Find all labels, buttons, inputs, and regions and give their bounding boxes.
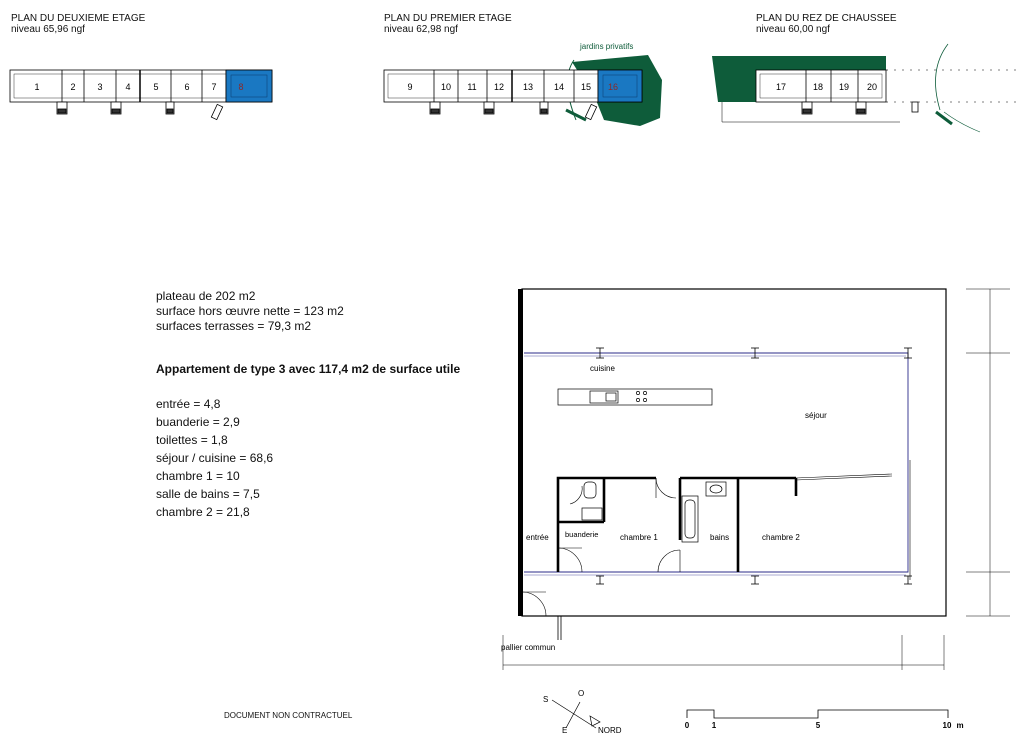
shon-area: surface hors œuvre nette = 123 m2 bbox=[156, 304, 344, 318]
disclaimer: DOCUMENT NON CONTRACTUEL bbox=[224, 711, 353, 720]
scale-tick: 0 bbox=[684, 721, 690, 730]
scale-tick: 1 bbox=[711, 721, 717, 730]
room-area-item: buanderie = 2,9 bbox=[156, 415, 240, 429]
unit-label: 3 bbox=[97, 82, 103, 92]
unit-label: 2 bbox=[70, 82, 76, 92]
key-plan-ground-floor bbox=[712, 42, 1020, 132]
plan-level: niveau 60,00 ngf bbox=[756, 24, 830, 35]
unit-label: 14 bbox=[553, 82, 565, 92]
compass-o: O bbox=[578, 689, 585, 698]
room-area-item: séjour / cuisine = 68,6 bbox=[156, 451, 274, 465]
compass-s: S bbox=[543, 695, 549, 704]
plan-name: PLAN DU PREMIER ETAGE bbox=[384, 13, 512, 24]
unit-label: 20 bbox=[866, 82, 878, 92]
unit-label: 17 bbox=[775, 82, 787, 92]
scale-tick: 5 bbox=[815, 721, 821, 730]
unit-label: 10 bbox=[440, 82, 452, 92]
kitchen-counter bbox=[558, 389, 712, 405]
unit-label: 12 bbox=[493, 82, 505, 92]
plan-name: PLAN DU REZ DE CHAUSSEE bbox=[756, 13, 897, 24]
room-label-sejour: séjour bbox=[805, 411, 827, 420]
plateau-area: plateau de 202 m2 bbox=[156, 289, 256, 303]
apartment-floor-plan bbox=[501, 289, 1010, 670]
room-area-list bbox=[156, 395, 273, 521]
scale-unit: m bbox=[956, 721, 964, 730]
room-area-item: chambre 2 = 21,8 bbox=[156, 505, 250, 519]
unit-label: 19 bbox=[838, 82, 850, 92]
unit-label: 6 bbox=[184, 82, 190, 92]
room-label-chambre2: chambre 2 bbox=[762, 533, 800, 542]
key-plan-2nd-floor bbox=[10, 70, 272, 120]
unit-label: 5 bbox=[153, 82, 159, 92]
room-label-bains: bains bbox=[710, 533, 730, 542]
unit-label: 15 bbox=[580, 82, 592, 92]
surface-summary bbox=[156, 289, 344, 334]
compass-rose bbox=[552, 700, 600, 728]
garden-label: jardins privatifs bbox=[804, 42, 858, 51]
pallier-commun-label: pallier commun bbox=[501, 643, 556, 652]
unit-label: 1 bbox=[34, 82, 40, 92]
apartment-heading: Appartement de type 3 avec 117,4 m2 de surface utile bbox=[156, 362, 461, 376]
doors bbox=[522, 478, 680, 616]
room-area-item: entrée = 4,8 bbox=[156, 397, 221, 411]
room-area-item: toilettes = 1,8 bbox=[156, 433, 228, 447]
room-label-chambre1: chambre 1 bbox=[620, 533, 658, 542]
key-plan-1st-floor bbox=[384, 42, 662, 126]
unit-label: 13 bbox=[522, 82, 534, 92]
room-area-item: chambre 1 = 10 bbox=[156, 469, 240, 483]
unit-label: 8 bbox=[238, 82, 244, 92]
room-label-entree: entrée bbox=[526, 533, 549, 542]
plan-level: niveau 62,98 ngf bbox=[384, 24, 458, 35]
scale-tick: 10 bbox=[942, 721, 952, 730]
room-label-buanderie: buanderie bbox=[565, 530, 599, 539]
garden-label: jardins privatifs bbox=[580, 42, 634, 51]
unit-label: 4 bbox=[125, 82, 131, 92]
room-label-cuisine: cuisine bbox=[590, 364, 615, 373]
unit-label: 7 bbox=[211, 82, 217, 92]
unit-label: 16 bbox=[607, 82, 619, 92]
unit-label: 9 bbox=[407, 82, 413, 92]
plan-name: PLAN DU DEUXIEME ETAGE bbox=[11, 13, 146, 24]
interior-walls bbox=[558, 478, 796, 572]
unit-label: 18 bbox=[812, 82, 824, 92]
plan-level: niveau 65,96 ngf bbox=[11, 24, 85, 35]
unit-label: 11 bbox=[467, 82, 477, 92]
terrace-area: surfaces terrasses = 79,3 m2 bbox=[156, 319, 312, 333]
room-area-item: salle de bains = 7,5 bbox=[156, 487, 260, 501]
compass-e: E bbox=[562, 726, 568, 735]
dimension-lines bbox=[503, 289, 1010, 670]
compass-nord: NORD bbox=[598, 726, 622, 735]
scale-bar bbox=[687, 710, 948, 718]
